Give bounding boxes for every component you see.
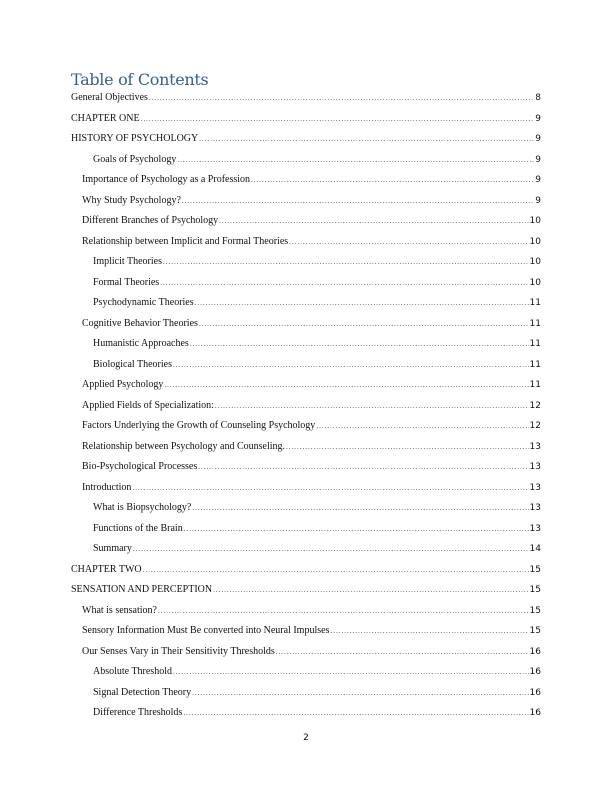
- toc-entry-page: 9: [535, 113, 541, 124]
- dot-leader: [213, 586, 528, 594]
- toc-entry-label: Functions of the Brain: [93, 522, 183, 534]
- toc-entry-label: Different Branches of Psychology: [82, 215, 219, 226]
- toc-entry-page: 16: [529, 646, 541, 657]
- dot-leader: [182, 197, 534, 205]
- dot-leader: [184, 525, 529, 533]
- toc-entry[interactable]: [71, 379, 541, 400]
- toc-entry[interactable]: [71, 92, 541, 113]
- toc-entry[interactable]: [71, 502, 541, 523]
- toc-entry-label: Absolute Threshold: [93, 666, 172, 677]
- dot-leader: [149, 94, 534, 102]
- toc-entry[interactable]: [71, 687, 541, 708]
- toc-entry-label: Our Senses Vary in Their Sensitivity Thresholds: [82, 645, 275, 657]
- toc-entry-label: General Objectives: [71, 92, 148, 103]
- dot-leader: [190, 340, 529, 348]
- toc-entry-page: 15: [529, 564, 541, 575]
- toc-entry-label: Relationship between Psychology and Counseling.: [82, 440, 286, 452]
- toc-entry[interactable]: [71, 236, 541, 257]
- dot-leader: [183, 709, 528, 717]
- toc-entry[interactable]: [71, 359, 541, 380]
- toc-entry[interactable]: [71, 543, 541, 564]
- toc-entry-page: 13: [529, 523, 541, 534]
- toc-entry-label: What is sensation?: [82, 604, 157, 616]
- toc-entry-page: 11: [529, 339, 541, 349]
- toc-entry-label: Applied Psychology: [82, 379, 164, 390]
- page-number: 2: [303, 733, 309, 743]
- toc-entry-label: Signal Detection Theory: [93, 686, 192, 698]
- toc-entry-page: 15: [529, 585, 541, 595]
- toc-entry[interactable]: [71, 297, 541, 318]
- toc-entry[interactable]: [71, 174, 541, 195]
- dot-leader: [163, 258, 529, 266]
- toc-heading: Table of Contents: [71, 70, 209, 89]
- toc-entry-page: 11: [529, 359, 541, 370]
- toc-entry-page: 11: [529, 298, 541, 308]
- dot-leader: [286, 443, 529, 451]
- toc-entry-page: 11: [529, 318, 541, 329]
- dot-leader: [160, 279, 528, 287]
- toc-entry-page: 10: [529, 277, 541, 288]
- toc-entry-page: 9: [535, 175, 541, 185]
- toc-entry-label: CHAPTER ONE: [71, 112, 140, 124]
- toc-entry-label: SENSATION AND PERCEPTION: [71, 584, 213, 595]
- toc-entry[interactable]: [71, 666, 541, 687]
- toc-entry[interactable]: [71, 338, 541, 359]
- toc-entry-page: 9: [535, 134, 541, 144]
- dot-leader: [192, 689, 528, 697]
- toc-entry-label: Difference Thresholds: [93, 707, 183, 718]
- dot-leader: [251, 176, 534, 184]
- dot-leader: [215, 402, 529, 410]
- dot-leader: [199, 135, 534, 143]
- toc-entry-page: 14: [529, 544, 541, 554]
- toc-entry-label: Implicit Theories: [93, 256, 162, 267]
- toc-entry-label: CHAPTER TWO: [71, 563, 142, 575]
- dot-leader: [198, 463, 528, 471]
- toc-entry-label: Humanistic Approaches: [93, 338, 189, 349]
- toc-list: [71, 92, 541, 728]
- toc-entry-page: 16: [529, 708, 541, 718]
- toc-entry[interactable]: [71, 646, 541, 667]
- toc-entry-page: 9: [535, 154, 541, 165]
- dot-leader: [330, 627, 528, 635]
- dot-leader: [276, 648, 529, 656]
- dot-leader: [199, 320, 529, 328]
- toc-entry-page: 10: [529, 216, 541, 226]
- dot-leader: [133, 545, 529, 553]
- toc-entry-label: Applied Fields of Specialization:: [82, 399, 214, 411]
- dot-leader: [173, 361, 529, 369]
- toc-entry-label: Goals of Psychology: [93, 153, 177, 165]
- dot-leader: [143, 566, 529, 574]
- toc-entry[interactable]: [71, 133, 541, 154]
- toc-entry-label: Relationship between Implicit and Formal Theories: [82, 235, 289, 247]
- toc-entry[interactable]: [71, 625, 541, 646]
- dot-leader: [132, 484, 528, 492]
- toc-entry[interactable]: [71, 461, 541, 482]
- toc-entry[interactable]: [71, 441, 541, 462]
- toc-entry-page: 12: [529, 400, 541, 411]
- toc-entry[interactable]: [71, 113, 541, 134]
- toc-entry-page: 16: [529, 667, 541, 677]
- toc-entry-label: Importance of Psychology as a Profession: [82, 174, 251, 185]
- toc-entry-page: 11: [529, 380, 541, 390]
- dot-leader: [158, 607, 529, 615]
- dot-leader: [141, 115, 535, 123]
- toc-entry-page: 8: [535, 93, 541, 103]
- toc-entry-page: 15: [529, 605, 541, 616]
- toc-entry[interactable]: [71, 482, 541, 503]
- toc-entry[interactable]: [71, 318, 541, 339]
- toc-entry-page: 13: [529, 503, 541, 513]
- toc-entry-label: Formal Theories: [93, 276, 160, 288]
- toc-entry-label: Psychodynamic Theories: [93, 297, 194, 308]
- dot-leader: [177, 156, 534, 164]
- toc-entry-page: 13: [529, 462, 541, 472]
- toc-entry-label: Factors Underlying the Growth of Counseling Psychology: [82, 420, 316, 431]
- toc-entry-page: 13: [529, 482, 541, 493]
- toc-entry-page: 13: [529, 441, 541, 452]
- toc-entry[interactable]: [71, 215, 541, 236]
- toc-entry-label: Sensory Information Must Be converted into Neural Impulses: [82, 625, 330, 636]
- toc-entry-label: Cognitive Behavior Theories: [82, 317, 198, 329]
- dot-leader: [173, 668, 529, 676]
- toc-entry[interactable]: [71, 277, 541, 298]
- toc-entry[interactable]: [71, 584, 541, 605]
- toc-entry-page: 15: [529, 626, 541, 636]
- toc-entry-page: 10: [529, 236, 541, 247]
- toc-entry[interactable]: [71, 195, 541, 216]
- dot-leader: [192, 504, 528, 512]
- toc-entry-label: HISTORY OF PSYCHOLOGY: [71, 133, 199, 144]
- toc-entry[interactable]: [71, 707, 541, 728]
- dot-leader: [219, 217, 528, 225]
- dot-leader: [164, 381, 528, 389]
- toc-entry-label: Bio-Psychological Processes: [82, 461, 198, 472]
- toc-entry[interactable]: [71, 564, 541, 585]
- toc-entry-page: 12: [529, 421, 541, 431]
- toc-entry[interactable]: [71, 154, 541, 175]
- toc-entry-label: Why Study Psychology?: [82, 194, 181, 206]
- toc-entry[interactable]: [71, 400, 541, 421]
- toc-entry[interactable]: [71, 420, 541, 441]
- toc-entry-page: 10: [529, 257, 541, 267]
- toc-entry-label: Biological Theories: [93, 358, 172, 370]
- toc-entry[interactable]: [71, 256, 541, 277]
- toc-entry-label: What is Biopsychology?: [93, 502, 192, 513]
- toc-entry-page: 9: [535, 195, 541, 206]
- dot-leader: [195, 299, 529, 307]
- dot-leader: [316, 422, 528, 430]
- toc-entry-page: 16: [529, 687, 541, 698]
- toc-entry-label: Introduction: [82, 481, 132, 493]
- toc-entry[interactable]: [71, 605, 541, 626]
- toc-entry[interactable]: [71, 523, 541, 544]
- dot-leader: [289, 238, 528, 246]
- toc-entry-label: Summary: [93, 543, 132, 554]
